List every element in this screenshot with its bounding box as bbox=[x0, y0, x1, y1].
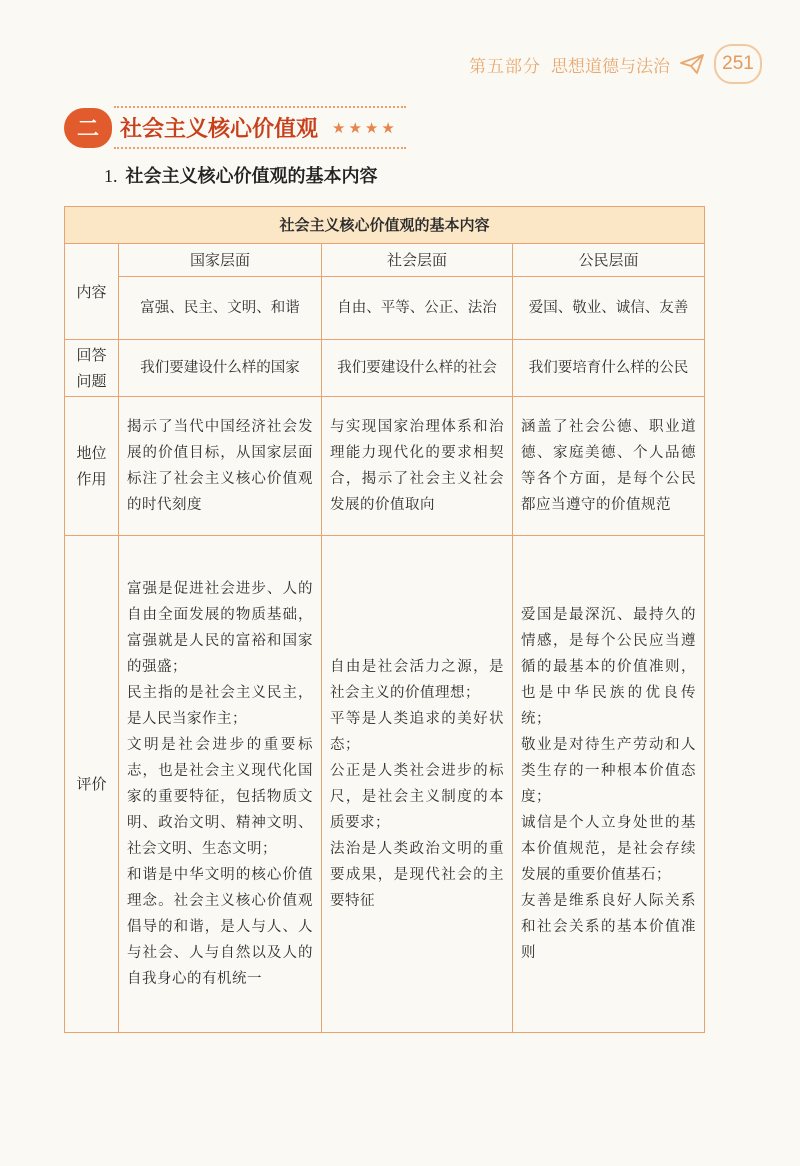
subheading-text: 社会主义核心价值观的基本内容 bbox=[125, 166, 378, 187]
cell-role-national: 揭示了当代中国经济社会发展的价值目标，从国家层面标注了社会主义核心价值观的时代刻度 bbox=[119, 397, 322, 536]
table-row-evaluation bbox=[65, 536, 705, 1033]
row-label-evaluation: 评价 bbox=[65, 536, 119, 1033]
column-header-national: 国家层面 bbox=[119, 244, 322, 277]
table-header-row bbox=[65, 244, 705, 277]
cell-question-national: 我们要建设什么样的国家 bbox=[119, 340, 322, 397]
row-label-content: 内容 bbox=[65, 244, 119, 340]
section-number-badge: 二 bbox=[64, 108, 112, 148]
core-values-table bbox=[64, 206, 705, 1033]
table-row-content bbox=[65, 277, 705, 340]
row-label-role: 地位作用 bbox=[65, 397, 119, 536]
cell-content-national: 富强、民主、文明、和谐 bbox=[119, 277, 322, 340]
cell-evaluation-national: 富强是促进社会进步、人的自由全面发展的物质基础，富强就是人民的富裕和国家的强盛； 民主指的是社会主义民主，是人民当家作主； 文明是社会进步的重要标志，也是社会主义现代化国家的重要特征，包括物质文明、政治文明、精神文明、社会文明、生态文明； 和谐是中华文明的核心价值理念。社会主义核心价值观倡导的和谐，是人与人、人与社会、人与自然以及人的自我身心的有机统一 bbox=[119, 536, 322, 1033]
subheading-number: 1. bbox=[104, 166, 118, 186]
paper-plane-icon bbox=[680, 54, 704, 74]
difficulty-stars: ★★★★ bbox=[332, 118, 398, 137]
cell-question-citizen: 我们要培育什么样的公民 bbox=[513, 340, 705, 397]
cell-content-social: 自由、平等、公正、法治 bbox=[322, 277, 513, 340]
section-title: 社会主义核心价值观 bbox=[120, 117, 319, 142]
row-label-question: 回答问题 bbox=[65, 340, 119, 397]
column-header-citizen: 公民层面 bbox=[513, 244, 705, 277]
table-caption-row bbox=[65, 207, 705, 244]
cell-question-social: 我们要建设什么样的社会 bbox=[322, 340, 513, 397]
table-caption: 社会主义核心价值观的基本内容 bbox=[65, 207, 705, 244]
page-number: 251 bbox=[714, 44, 762, 84]
cell-evaluation-citizen: 爱国是最深沉、最持久的情感，是每个公民应当遵循的最基本的价值准则，也是中华民族的优良传统； 敬业是对待生产劳动和人类生存的一种根本价值态度； 诚信是个人立身处世的基本价值规范，是社会存续发展的重要价值基石； 友善是维系良好人际关系和社会关系的基本价值准则 bbox=[513, 536, 705, 1033]
page-header bbox=[469, 44, 762, 84]
subheading bbox=[104, 162, 378, 188]
table-row-question bbox=[65, 340, 705, 397]
cell-content-citizen: 爱国、敬业、诚信、友善 bbox=[513, 277, 705, 340]
subject-label: 思想道德与法治 bbox=[551, 56, 670, 77]
part-label: 第五部分 bbox=[469, 56, 541, 77]
cell-role-citizen: 涵盖了社会公德、职业道德、家庭美德、个人品德等各个方面，是每个公民都应当遵守的价值规范 bbox=[513, 397, 705, 536]
cell-role-social: 与实现国家治理体系和治理能力现代化的要求相契合，揭示了社会主义社会发展的价值取向 bbox=[322, 397, 513, 536]
section-title-wrap bbox=[114, 106, 406, 149]
cell-evaluation-social: 自由是社会活力之源，是社会主义的价值理想； 平等是人类追求的美好状态； 公正是人类社会进步的标尺，是社会主义制度的本质要求； 法治是人类政治文明的重要成果，是现代社会的主要特征 bbox=[322, 536, 513, 1033]
table-row-role bbox=[65, 397, 705, 536]
column-header-social: 社会层面 bbox=[322, 244, 513, 277]
section-heading bbox=[64, 106, 406, 149]
